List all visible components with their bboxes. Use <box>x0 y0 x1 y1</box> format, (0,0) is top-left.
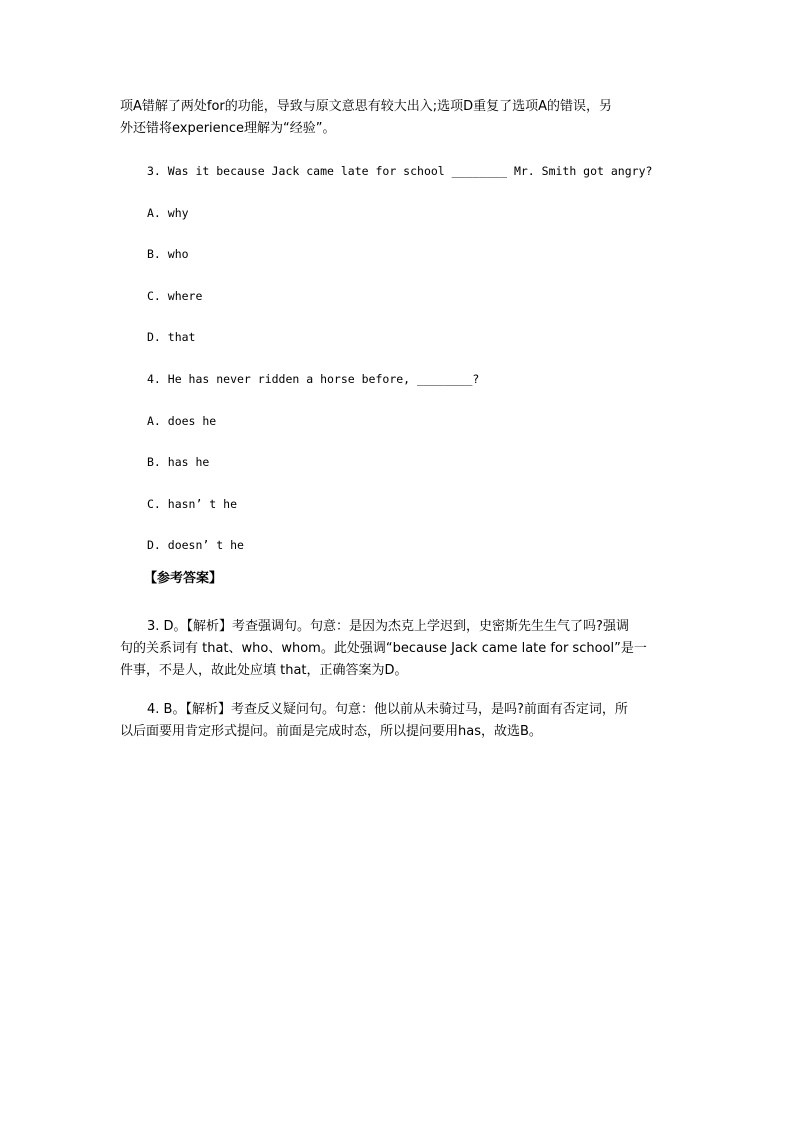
answer-4-line-2: 以后面要用肯定形式提问。前面是完成时态，所以提问要用has，故选B。 <box>120 724 542 739</box>
question-4-stem: 4. He has never ridden a horse before, ________? <box>147 372 480 386</box>
intro-line-1: 项A错解了两处for的功能，导致与原文意思有较大出入;选项D重复了选项A的错误，另 <box>120 99 613 114</box>
question-3-option-c: C. where <box>147 289 203 303</box>
answer-4-line-1: 4. B。【解析】考查反义疑问句。句意：他以前从未骑过马，是吗?前面有否定词，所 <box>147 702 628 717</box>
answer-3-line-1: 3. D。【解析】考查强调句。句意：是因为杰克上学迟到，史密斯先生生气了吗?强调 <box>147 619 629 634</box>
answer-3-paragraph <box>120 616 700 682</box>
answer-3-line-3: 件事，不是人，故此处应填 that，正确答案为D。 <box>120 663 408 678</box>
question-3-option-b: B. who <box>147 247 189 261</box>
question-4-option-d: D. doesn’ t he <box>147 538 244 552</box>
question-3-option-a: A. why <box>147 206 189 220</box>
intro-paragraph <box>120 96 680 140</box>
question-3-option-d: D. that <box>147 330 196 344</box>
intro-line-2: 外还错将experience理解为“经验”。 <box>120 121 336 136</box>
answers-heading: 【参考答案】 <box>144 571 223 586</box>
question-4-option-c: C. hasn’ t he <box>147 497 238 511</box>
answer-4-paragraph <box>120 699 700 743</box>
question-4-option-b: B. has he <box>147 455 210 469</box>
question-3-stem: 3. Was it because Jack came late for school ________ Mr. Smith got angry? <box>147 164 653 178</box>
question-4-option-a: A. does he <box>147 414 217 428</box>
answer-3-line-2: 句的关系词有 that、who、whom。此处强调“because Jack came late for school”是一 <box>120 641 647 656</box>
